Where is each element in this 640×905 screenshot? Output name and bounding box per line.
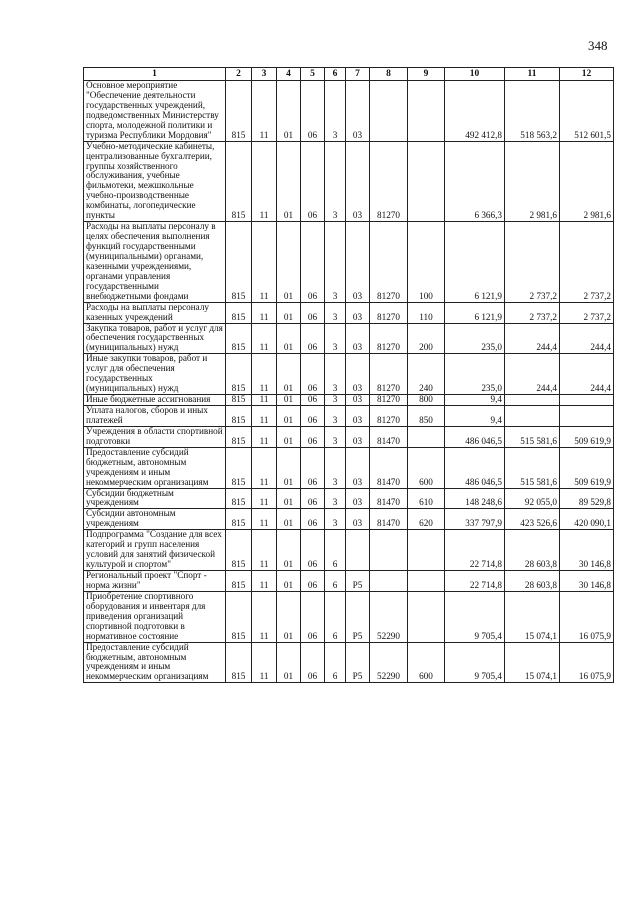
row-value-cell: 15 074,1: [505, 642, 560, 683]
row-value-cell: 06: [301, 222, 325, 303]
row-value-cell: 815: [226, 509, 252, 530]
row-value-cell: 240: [408, 354, 445, 395]
row-value-cell: 9,4: [445, 406, 505, 427]
row-value-cell: 06: [301, 395, 325, 406]
row-value-cell: 03: [346, 406, 370, 427]
row-value-cell: 512 601,5: [560, 81, 614, 142]
row-value-cell: 81470: [370, 447, 408, 488]
row-value-cell: 06: [301, 509, 325, 530]
row-value-cell: 850: [408, 406, 445, 427]
column-header: 10: [445, 68, 505, 81]
row-name-cell: Иные бюджетные ассигнования: [84, 395, 226, 406]
row-value-cell: 3: [325, 447, 346, 488]
row-value-cell: 01: [277, 406, 301, 427]
row-value-cell: 815: [226, 395, 252, 406]
row-value-cell: 815: [226, 81, 252, 142]
row-value-cell: [370, 81, 408, 142]
row-value-cell: 16 075,9: [560, 642, 614, 683]
row-value-cell: 01: [277, 141, 301, 222]
row-name-cell: Расходы на выплаты персоналу казенных учреждений: [84, 302, 226, 323]
row-value-cell: 06: [301, 81, 325, 142]
row-value-cell: 2 737,2: [560, 222, 614, 303]
table-row: [84, 302, 614, 323]
row-value-cell: 200: [408, 323, 445, 354]
row-value-cell: 06: [301, 426, 325, 447]
row-value-cell: 11: [252, 591, 277, 642]
row-value-cell: 11: [252, 447, 277, 488]
row-name-cell: Субсидии бюджетным учреждениям: [84, 488, 226, 509]
row-value-cell: [560, 406, 614, 427]
row-name-cell: Предоставление субсидий бюджетным, автономным учреждениям и иным некоммерческим организациям: [84, 447, 226, 488]
row-value-cell: 01: [277, 302, 301, 323]
row-value-cell: 01: [277, 571, 301, 592]
row-name-cell: Подпрограмма "Создание для всех категорий и групп населения условий для занятий физической культурой и спортом": [84, 530, 226, 571]
row-value-cell: 06: [301, 530, 325, 571]
row-value-cell: 815: [226, 571, 252, 592]
row-value-cell: [370, 571, 408, 592]
row-value-cell: 11: [252, 141, 277, 222]
table-row: [84, 488, 614, 509]
row-value-cell: 11: [252, 642, 277, 683]
row-value-cell: 15 074,1: [505, 591, 560, 642]
row-value-cell: 423 526,6: [505, 509, 560, 530]
row-value-cell: 244,4: [505, 354, 560, 395]
row-value-cell: 03: [346, 222, 370, 303]
row-value-cell: 11: [252, 488, 277, 509]
row-value-cell: 600: [408, 447, 445, 488]
row-value-cell: 03: [346, 395, 370, 406]
column-header: 8: [370, 68, 408, 81]
row-value-cell: 800: [408, 395, 445, 406]
row-value-cell: 6 121,9: [445, 222, 505, 303]
row-value-cell: 52290: [370, 642, 408, 683]
row-value-cell: [370, 530, 408, 571]
row-value-cell: 3: [325, 509, 346, 530]
row-value-cell: 89 529,8: [560, 488, 614, 509]
row-value-cell: 03: [346, 141, 370, 222]
row-value-cell: 06: [301, 141, 325, 222]
row-value-cell: 509 619,9: [560, 426, 614, 447]
row-value-cell: 3: [325, 354, 346, 395]
row-value-cell: 2 737,2: [560, 302, 614, 323]
row-value-cell: 815: [226, 406, 252, 427]
row-value-cell: 28 603,8: [505, 571, 560, 592]
row-value-cell: 3: [325, 395, 346, 406]
table-row: [84, 395, 614, 406]
row-value-cell: 01: [277, 591, 301, 642]
column-header: 4: [277, 68, 301, 81]
row-name-cell: Уплата налогов, сборов и иных платежей: [84, 406, 226, 427]
row-value-cell: [408, 591, 445, 642]
row-value-cell: 03: [346, 488, 370, 509]
row-value-cell: 815: [226, 323, 252, 354]
row-value-cell: 11: [252, 222, 277, 303]
budget-table: [83, 67, 614, 683]
row-value-cell: 815: [226, 642, 252, 683]
row-value-cell: 81270: [370, 406, 408, 427]
row-value-cell: P5: [346, 591, 370, 642]
row-value-cell: 2 737,2: [505, 222, 560, 303]
row-value-cell: 3: [325, 406, 346, 427]
table-row: [84, 406, 614, 427]
row-value-cell: 11: [252, 509, 277, 530]
column-header: 5: [301, 68, 325, 81]
row-value-cell: 235,0: [445, 354, 505, 395]
row-value-cell: 01: [277, 509, 301, 530]
column-header: 2: [226, 68, 252, 81]
row-value-cell: 486 046,5: [445, 426, 505, 447]
row-value-cell: 06: [301, 571, 325, 592]
row-value-cell: 01: [277, 488, 301, 509]
table-row: [84, 571, 614, 592]
row-value-cell: 28 603,8: [505, 530, 560, 571]
table-row: [84, 81, 614, 142]
column-header: 9: [408, 68, 445, 81]
row-value-cell: 3: [325, 488, 346, 509]
row-value-cell: 2 737,2: [505, 302, 560, 323]
row-name-cell: Иные закупки товаров, работ и услуг для обеспечения государственных (муниципальных) нужд: [84, 354, 226, 395]
row-value-cell: 81270: [370, 141, 408, 222]
row-value-cell: 3: [325, 81, 346, 142]
row-name-cell: Приобретение спортивного оборудования и инвентаря для приведения организаций спортивной подготовки в нормативное состояние: [84, 591, 226, 642]
row-value-cell: 06: [301, 447, 325, 488]
row-value-cell: 81270: [370, 395, 408, 406]
row-value-cell: 235,0: [445, 323, 505, 354]
row-name-cell: Региональный проект "Спорт - норма жизни": [84, 571, 226, 592]
row-value-cell: P5: [346, 642, 370, 683]
row-value-cell: 6: [325, 591, 346, 642]
row-name-cell: Учебно-методические кабинеты, централизованные бухгалтерии, группы хозяйственного обслуживания, учебные фильмотеки, межшкольные учебно-производственные комбинаты, логопедические пункты: [84, 141, 226, 222]
row-value-cell: 01: [277, 530, 301, 571]
row-value-cell: 81270: [370, 323, 408, 354]
column-header: 1: [84, 68, 226, 81]
row-value-cell: 244,4: [560, 354, 614, 395]
row-value-cell: 16 075,9: [560, 591, 614, 642]
row-value-cell: 6 121,9: [445, 302, 505, 323]
row-value-cell: 06: [301, 642, 325, 683]
column-header: 12: [560, 68, 614, 81]
row-value-cell: 22 714,8: [445, 571, 505, 592]
row-value-cell: 11: [252, 354, 277, 395]
table-row: [84, 323, 614, 354]
row-name-cell: Субсидии автономным учреждениям: [84, 509, 226, 530]
row-value-cell: 9 705,4: [445, 591, 505, 642]
table-row: [84, 642, 614, 683]
row-value-cell: 515 581,6: [505, 447, 560, 488]
row-value-cell: 9 705,4: [445, 642, 505, 683]
column-header: 11: [505, 68, 560, 81]
column-header: 3: [252, 68, 277, 81]
row-value-cell: 6: [325, 530, 346, 571]
row-value-cell: 81470: [370, 509, 408, 530]
row-value-cell: 81470: [370, 426, 408, 447]
row-value-cell: 11: [252, 395, 277, 406]
row-value-cell: 244,4: [505, 323, 560, 354]
row-value-cell: 6 366,3: [445, 141, 505, 222]
row-value-cell: 01: [277, 222, 301, 303]
row-value-cell: 3: [325, 323, 346, 354]
column-header: 6: [325, 68, 346, 81]
row-value-cell: 81470: [370, 488, 408, 509]
row-value-cell: 518 563,2: [505, 81, 560, 142]
row-name-cell: Основное мероприятие "Обеспечение деятельности государственных учреждений, подведомственных Министерству спорта, молодежной политики и туризма Республики Мордовия": [84, 81, 226, 142]
header-row: [84, 68, 614, 81]
row-value-cell: 03: [346, 323, 370, 354]
row-value-cell: 3: [325, 222, 346, 303]
row-value-cell: [408, 426, 445, 447]
row-value-cell: [408, 530, 445, 571]
row-value-cell: 11: [252, 81, 277, 142]
table-row: [84, 141, 614, 222]
row-value-cell: 492 412,8: [445, 81, 505, 142]
row-value-cell: 110: [408, 302, 445, 323]
row-value-cell: 01: [277, 426, 301, 447]
row-value-cell: 03: [346, 81, 370, 142]
row-value-cell: 815: [226, 426, 252, 447]
row-value-cell: 11: [252, 571, 277, 592]
row-value-cell: 22 714,8: [445, 530, 505, 571]
row-value-cell: P5: [346, 571, 370, 592]
row-value-cell: 815: [226, 530, 252, 571]
row-value-cell: 92 055,0: [505, 488, 560, 509]
row-value-cell: 01: [277, 323, 301, 354]
row-value-cell: 2 981,6: [505, 141, 560, 222]
table-row: [84, 354, 614, 395]
row-value-cell: 9,4: [445, 395, 505, 406]
row-value-cell: 30 146,8: [560, 530, 614, 571]
row-value-cell: 03: [346, 426, 370, 447]
row-value-cell: 06: [301, 406, 325, 427]
row-value-cell: 01: [277, 354, 301, 395]
table-row: [84, 530, 614, 571]
row-value-cell: 03: [346, 354, 370, 395]
row-value-cell: 6: [325, 571, 346, 592]
row-value-cell: 01: [277, 395, 301, 406]
row-value-cell: 3: [325, 426, 346, 447]
row-value-cell: 815: [226, 447, 252, 488]
table-row: [84, 426, 614, 447]
row-value-cell: 01: [277, 642, 301, 683]
row-value-cell: 11: [252, 530, 277, 571]
row-value-cell: 148 248,6: [445, 488, 505, 509]
row-value-cell: 06: [301, 354, 325, 395]
row-name-cell: Расходы на выплаты персоналу в целях обеспечения выполнения функций государственными (муниципальными) органами, казенными учреждениями, органами управления государственными внебюджетными фондами: [84, 222, 226, 303]
row-value-cell: 81270: [370, 354, 408, 395]
row-name-cell: Предоставление субсидий бюджетным, автономным учреждениям и иным некоммерческим организациям: [84, 642, 226, 683]
row-value-cell: 486 046,5: [445, 447, 505, 488]
row-value-cell: 815: [226, 354, 252, 395]
row-value-cell: [408, 571, 445, 592]
row-value-cell: 3: [325, 141, 346, 222]
row-value-cell: 815: [226, 591, 252, 642]
row-value-cell: [408, 141, 445, 222]
row-value-cell: 610: [408, 488, 445, 509]
row-value-cell: 337 797,9: [445, 509, 505, 530]
row-value-cell: 81270: [370, 302, 408, 323]
row-value-cell: 03: [346, 447, 370, 488]
table-row: [84, 591, 614, 642]
row-value-cell: 06: [301, 488, 325, 509]
row-value-cell: 515 581,6: [505, 426, 560, 447]
row-value-cell: 03: [346, 509, 370, 530]
row-value-cell: 815: [226, 488, 252, 509]
row-value-cell: 01: [277, 81, 301, 142]
row-value-cell: 03: [346, 302, 370, 323]
row-value-cell: 11: [252, 406, 277, 427]
row-value-cell: 244,4: [560, 323, 614, 354]
row-value-cell: 11: [252, 426, 277, 447]
row-value-cell: 2 981,6: [560, 141, 614, 222]
row-value-cell: 600: [408, 642, 445, 683]
row-value-cell: 815: [226, 222, 252, 303]
row-value-cell: [505, 406, 560, 427]
table-row: [84, 447, 614, 488]
row-value-cell: [408, 81, 445, 142]
row-value-cell: 11: [252, 302, 277, 323]
row-name-cell: Учреждения в области спортивной подготовки: [84, 426, 226, 447]
row-value-cell: 06: [301, 302, 325, 323]
table-row: [84, 509, 614, 530]
column-header: 7: [346, 68, 370, 81]
row-value-cell: 11: [252, 323, 277, 354]
row-value-cell: 01: [277, 447, 301, 488]
page-number: 348: [588, 38, 608, 53]
row-value-cell: 52290: [370, 591, 408, 642]
row-value-cell: 815: [226, 302, 252, 323]
row-value-cell: 620: [408, 509, 445, 530]
row-value-cell: 06: [301, 591, 325, 642]
table-row: [84, 222, 614, 303]
row-value-cell: [560, 395, 614, 406]
row-value-cell: 6: [325, 642, 346, 683]
row-value-cell: 509 619,9: [560, 447, 614, 488]
row-value-cell: 420 090,1: [560, 509, 614, 530]
row-value-cell: 81270: [370, 222, 408, 303]
row-value-cell: 100: [408, 222, 445, 303]
row-value-cell: [505, 395, 560, 406]
row-value-cell: 3: [325, 302, 346, 323]
row-value-cell: 06: [301, 323, 325, 354]
row-value-cell: 815: [226, 141, 252, 222]
row-value-cell: 30 146,8: [560, 571, 614, 592]
row-name-cell: Закупка товаров, работ и услуг для обеспечения государственных (муниципальных) нужд: [84, 323, 226, 354]
row-value-cell: [346, 530, 370, 571]
